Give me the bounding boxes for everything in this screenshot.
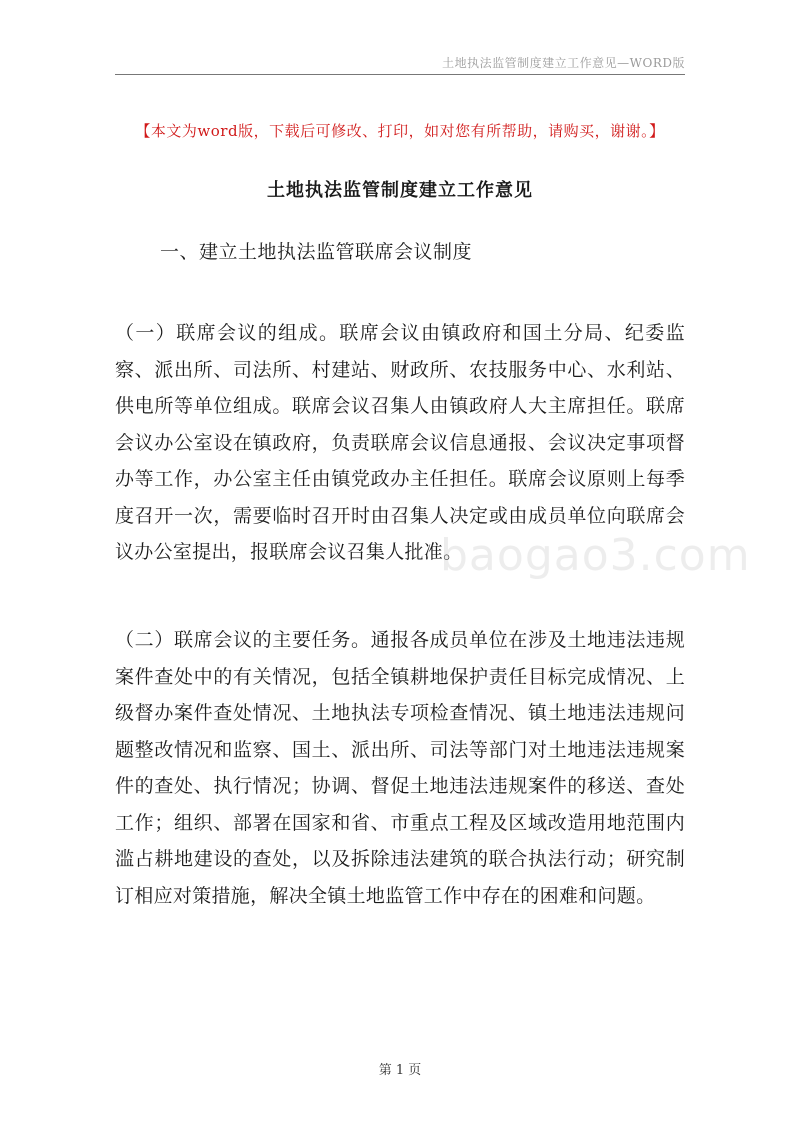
running-header: 土地执法监管制度建立工作意见—WORD版: [442, 56, 685, 70]
body-paragraph-2: （二）联席会议的主要任务。通报各成员单位在涉及土地违法违规案件查处中的有关情况，包括全镇耕地保护责任目标完成情况、上级督办案件查处情况、土地执法专项检查情况、镇土地违法违规问题整改情况和监察、国土、派出所、司法等部门对土地违法违规案件的查处、执行情况；协调、督促土地违法违规案件的移送、查处工作；组织、部署在国家和省、市重点工程及区域改造用地范围内滥占耕地建设的查处，以及拆除违法建筑的联合执法行动；研究制订相应对策措施，解决全镇土地监管工作中存在的困难和问题。: [115, 629, 685, 907]
header-divider: [115, 74, 685, 75]
watermark: baogao3.com: [440, 530, 751, 581]
purchase-notice: 【本文为word版，下载后可修改、打印，如对您有所帮助，请购买，谢谢。】: [135, 122, 665, 140]
body-paragraph-1: （一）联席会议的组成。联席会议由镇政府和国土分局、纪委监察、派出所、司法所、村建站、财政所、农技服务中心、水利站、供电所等单位组成。联席会议召集人由镇政府人大主席担任。联席会议办公室设在镇政府，负责联席会议信息通报、会议决定事项督办等工作，办公室主任由镇党政办主任担任。联席会议原则上每季度召开一次，需要临时召开时由召集人决定或由成员单位向联席会议办公室提出，报联席会议召集人批准。: [115, 322, 685, 563]
section-heading: 一、建立土地执法监管联席会议制度: [160, 241, 473, 263]
document-title: 土地执法监管制度建立工作意见: [267, 180, 533, 201]
page-number: 第 1 页: [378, 1063, 422, 1078]
